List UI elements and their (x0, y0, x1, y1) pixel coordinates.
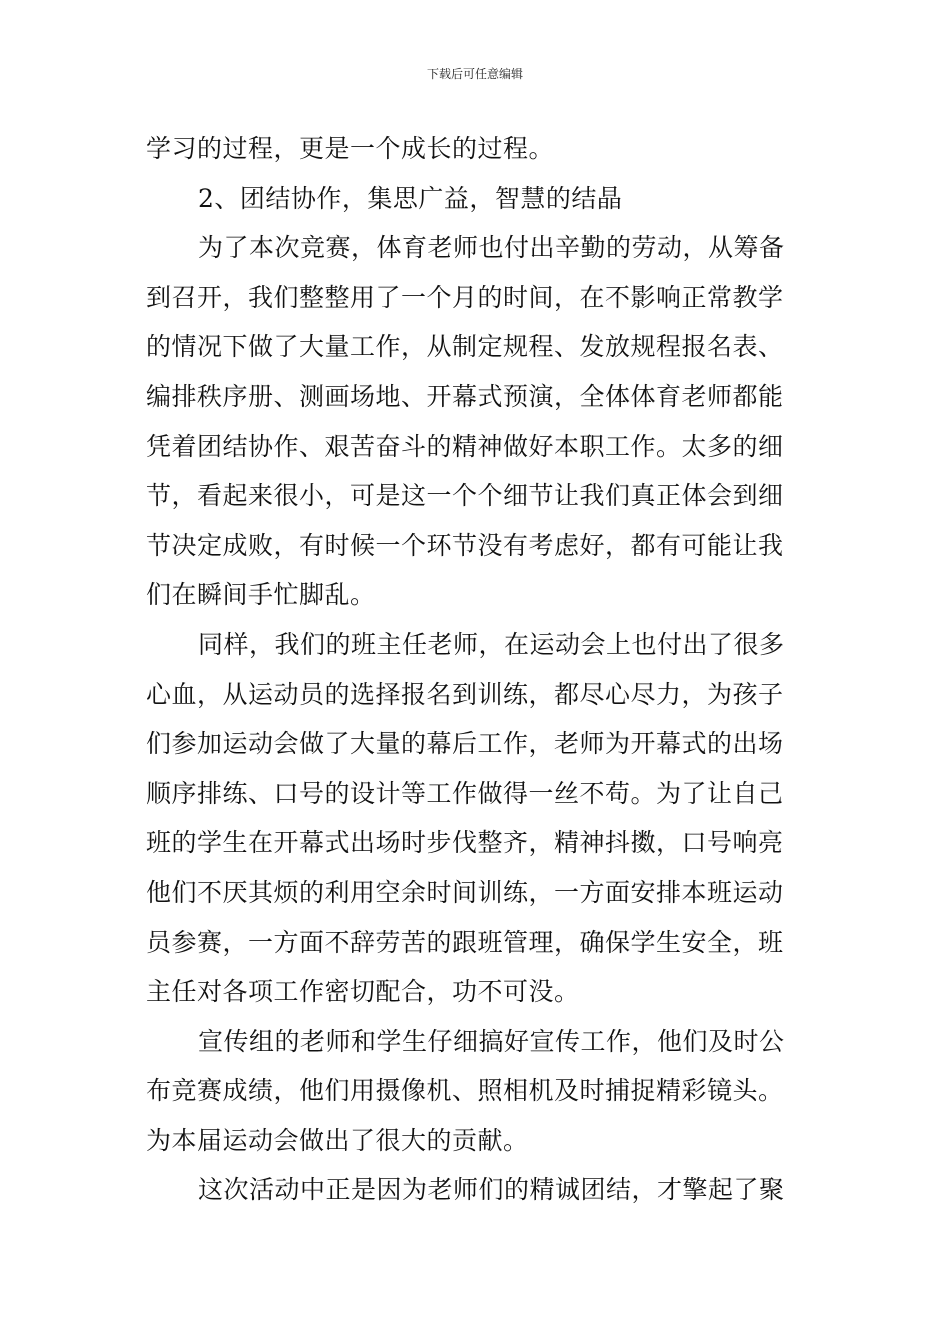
text-line: 节，看起来很小，可是这一个个细节让我们真正体会到细 (146, 481, 784, 511)
paragraph-start: 为了本次竞赛，体育老师也付出辛勤的劳动，从筹备 (198, 233, 785, 263)
text-line: 他们不厌其烦的利用空余时间训练，一方面安排本班运动 (146, 877, 784, 907)
section-heading: 2、团结协作，集思广益，智慧的结晶 (198, 183, 623, 213)
text-line: 节决定成败，有时候一个环节没有考虑好，都有可能让我 (146, 530, 784, 560)
text-line: 到召开，我们整整用了一个月的时间，在不影响正常教学 (146, 282, 784, 312)
text-line: 的情况下做了大量工作，从制定规程、发放规程报名表、 (146, 332, 784, 362)
document-body (146, 124, 806, 1215)
text-line: 主任对各项工作密切配合，功不可没。 (146, 977, 580, 1007)
text-line: 心血，从运动员的选择报名到训练，都尽心尽力，为孩子 (146, 679, 784, 709)
text-line: 顺序排练、口号的设计等工作做得一丝不苟。为了让自己 (146, 778, 784, 808)
text-line: 为本届运动会做出了很大的贡献。 (146, 1125, 529, 1155)
paragraph-start: 同样，我们的班主任老师，在运动会上也付出了很多 (198, 629, 785, 659)
page-header-note: 下载后可任意编辑 (426, 67, 523, 81)
text-line: 凭着团结协作、艰苦奋斗的精神做好本职工作。太多的细 (146, 431, 784, 461)
text-line: 员参赛，一方面不辞劳苦的跟班管理，确保学生安全，班 (146, 927, 784, 957)
text-line: 学习的过程，更是一个成长的过程。 (146, 134, 555, 163)
paragraph-start: 这次活动中正是因为老师们的精诚团结，才擎起了聚 (198, 1175, 785, 1205)
text-line: 们在瞬间手忙脚乱。 (146, 580, 376, 610)
paragraph-start: 宣传组的老师和学生仔细搞好宣传工作，他们及时公 (198, 1026, 785, 1056)
text-line: 编排秩序册、测画场地、开幕式预演，全体体育老师都能 (146, 381, 784, 411)
text-line: 布竞赛成绩，他们用摄像机、照相机及时捕捉精彩镜头。 (146, 1076, 784, 1106)
text-line: 们参加运动会做了大量的幕后工作，老师为开幕式的出场 (146, 729, 784, 759)
text-line: 班的学生在开幕式出场时步伐整齐，精神抖擞，口号响亮 (146, 828, 784, 858)
